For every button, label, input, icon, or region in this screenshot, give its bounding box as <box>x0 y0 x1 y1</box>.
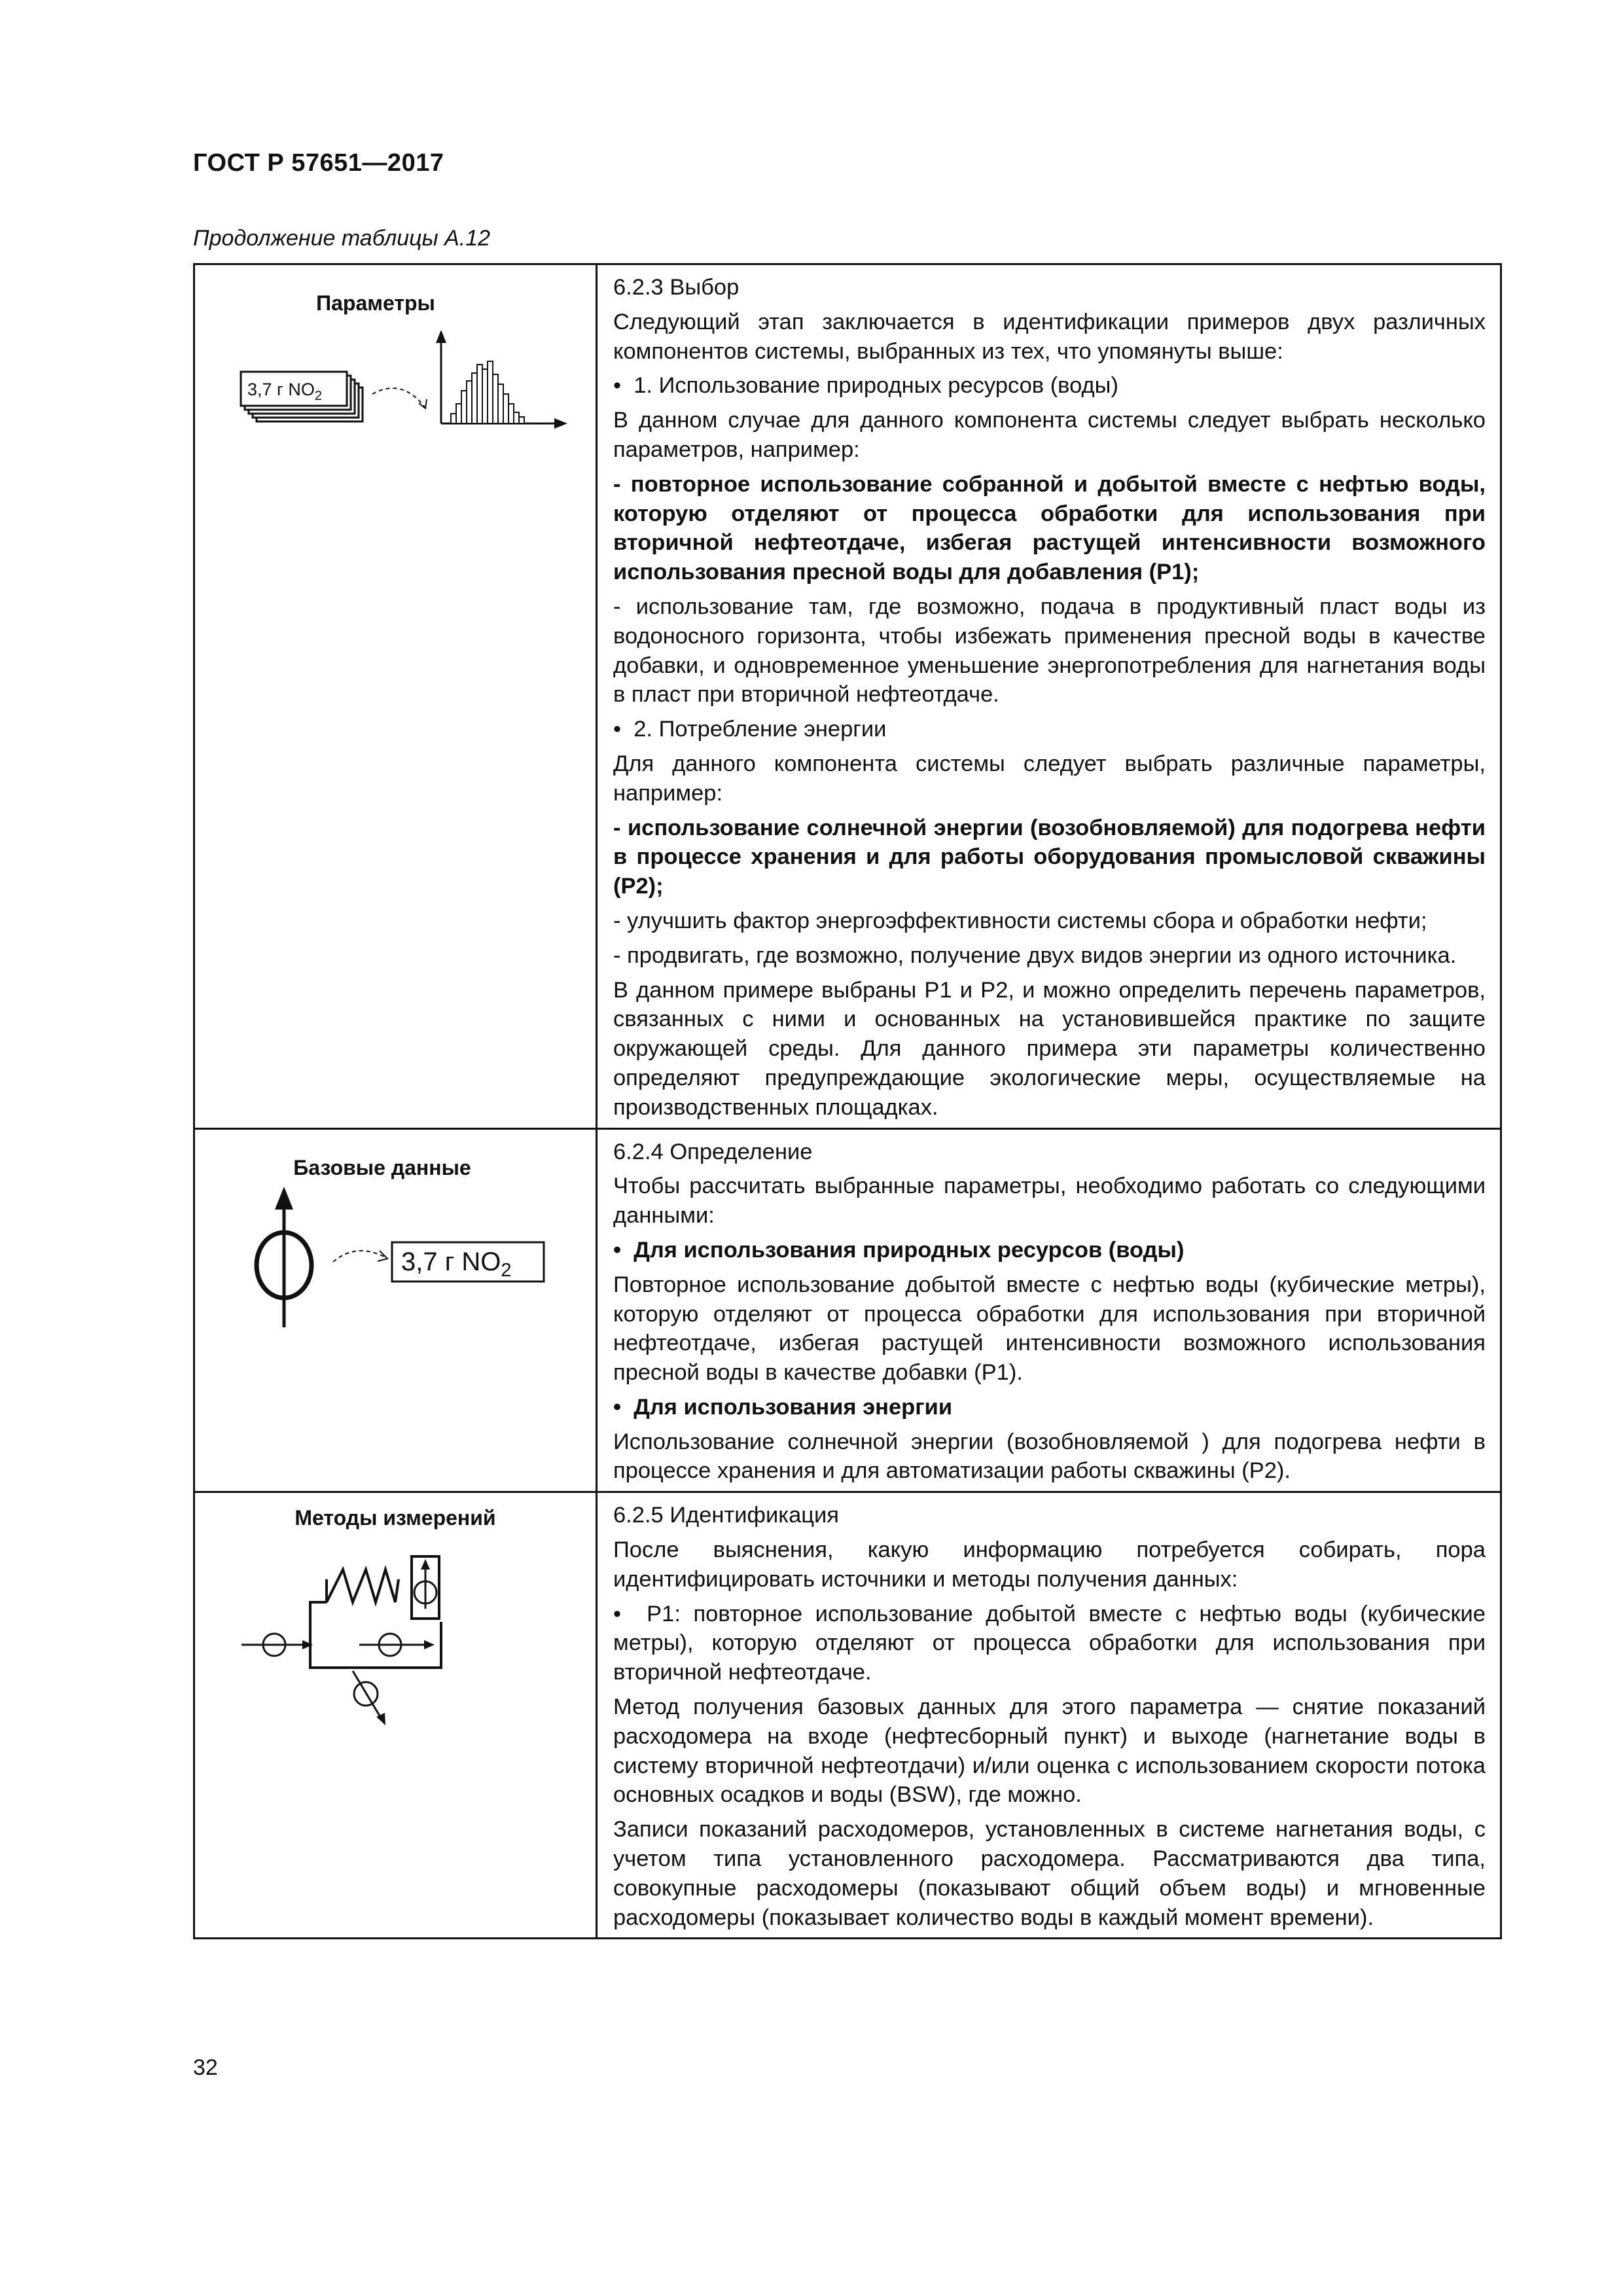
pictogram-cell <box>194 1492 597 1939</box>
document-code: ГОСТ Р 57651—2017 <box>193 149 444 177</box>
pictogram-label: 3,7 г $NO_2$ <box>401 1247 512 1281</box>
content-table <box>193 263 1502 1939</box>
paragraph: - продвигать, где возможно, получение двух видов энергии из одного источника. <box>613 942 1457 968</box>
table-row <box>194 1492 1501 1939</box>
paragraph: - улучшить фактор энергоэффективности системы сбора и обработки нефти; <box>613 908 1427 933</box>
description-cell <box>597 264 1501 1129</box>
measurement-methods-pictogram <box>219 1530 572 1740</box>
table-row <box>194 1128 1501 1492</box>
paragraph: После выяснения, какую информацию потребуется собирать, пора идентифицировать источники и методы получения данных: <box>613 1537 1486 1592</box>
table-continuation-caption: Продолжение таблицы А.12 <box>193 226 491 251</box>
description-cell <box>597 1128 1501 1492</box>
bullet-item: • Для использования природных ресурсов (воды) <box>613 1236 1486 1265</box>
paragraph: В данном случае для данного компонента системы следует выбрать несколько параметров, например: <box>613 408 1486 462</box>
paragraph: Следующий этап заключается в идентификации примеров двух различных компонентов системы, выбранных из тех, что упомянуты выше: <box>613 309 1486 364</box>
paragraph: Метод получения базовых данных для этого параметра — снятие показаний расходомера на входе (нефтесборный пункт) и выходе (нагнетание воды в систему вторичной нефтеотдачи) и/или оценка с использованием скорости потока основных осадков и воды (BSW), где можно. <box>613 1695 1486 1808</box>
parameters-pictogram <box>219 315 572 440</box>
paragraph: Чтобы рассчитать выбранные параметры, необходимо работать со следующими данными: <box>613 1174 1486 1229</box>
bullet-item: • 2. Потребление энергии <box>613 715 1486 744</box>
paragraph: Повторное использование добытой вместе с нефтью воды (кубические метры), которую отделяют от процесса обработки для использования при вторичной нефтеотдаче, избегая растущей интенсивности возможного использования пресной воды в качестве добавки (P1). <box>613 1272 1486 1386</box>
section-heading: 6.2.3 Выбор <box>613 275 740 300</box>
paragraph: В данном примере выбраны P1 и P2, и можно определить перечень параметров, связанных с ними и основанных на установившейся практике по защите окружающей среды. Для данного примера эти параметры количественно определяют предупреждающие экологические меры, осуществляемые на производственных площадках. <box>613 977 1486 1120</box>
pictogram-cell <box>194 1128 597 1492</box>
pictogram-title: Параметры <box>316 291 435 315</box>
pictogram-label: 3,7 г $NO_2$ <box>247 380 323 403</box>
bold-paragraph: - повторное использование собранной и добытой вместе с нефтью воды, которую отделяют от процесса обработки для использования при вторичной нефтеотдаче, избегая растущей интенсивности возможного использования пресной воды для добавления (P1); <box>613 471 1486 585</box>
paragraph: Записи показаний расходомеров, установленных в системе нагнетания воды, с учетом типа установленного расходомера. Рассматриваются два типа, совокупные расходомеры (показывают общий объем воды) и мгновенные расходомеры (показывает количество воды в каждый момент времени). <box>613 1817 1486 1930</box>
bullet-item: • Для использования энергии <box>613 1393 1486 1422</box>
section-heading: 6.2.5 Идентификация <box>613 1503 839 1528</box>
bullet-item: • 1. Использование природных ресурсов (воды) <box>613 371 1486 401</box>
table-row <box>194 264 1501 1129</box>
description-cell <box>597 1492 1501 1939</box>
page-number: 32 <box>193 2055 218 2080</box>
paragraph: Для данного компонента системы следует выбрать различные параметры, например: <box>613 751 1486 806</box>
paragraph: - использование там, где возможно, подача в продуктивный пласт воды из водоносного горизонта, чтобы избежать применения пресной воды в качестве добавки, и одновременное уменьшение энергопотребления для нагнетания воды в пласт при вторичной нефтеотдаче. <box>613 594 1486 708</box>
pictogram-title: Методы измерений <box>294 1506 496 1530</box>
bullet-item: • P1: повторное использование добытой вместе с нефтью воды (кубические метры), которую отделяют от процесса обработки для использования при вторичной нефтеотдаче. <box>613 1600 1486 1687</box>
baseline-data-pictogram <box>219 1180 572 1337</box>
section-heading: 6.2.4 Определение <box>613 1139 813 1164</box>
pictogram-cell <box>194 264 597 1129</box>
bold-paragraph: - использование солнечной энергии (возобновляемой) для подогрева нефти в процессе хранения и для работы оборудования промысловой скважины (P2); <box>613 815 1486 899</box>
paragraph: Использование солнечной энергии (возобновляемой ) для подогрева нефти в процессе хранения и для автоматизации работы скважины (P2). <box>613 1429 1486 1484</box>
pictogram-title: Базовые данные <box>293 1155 471 1179</box>
